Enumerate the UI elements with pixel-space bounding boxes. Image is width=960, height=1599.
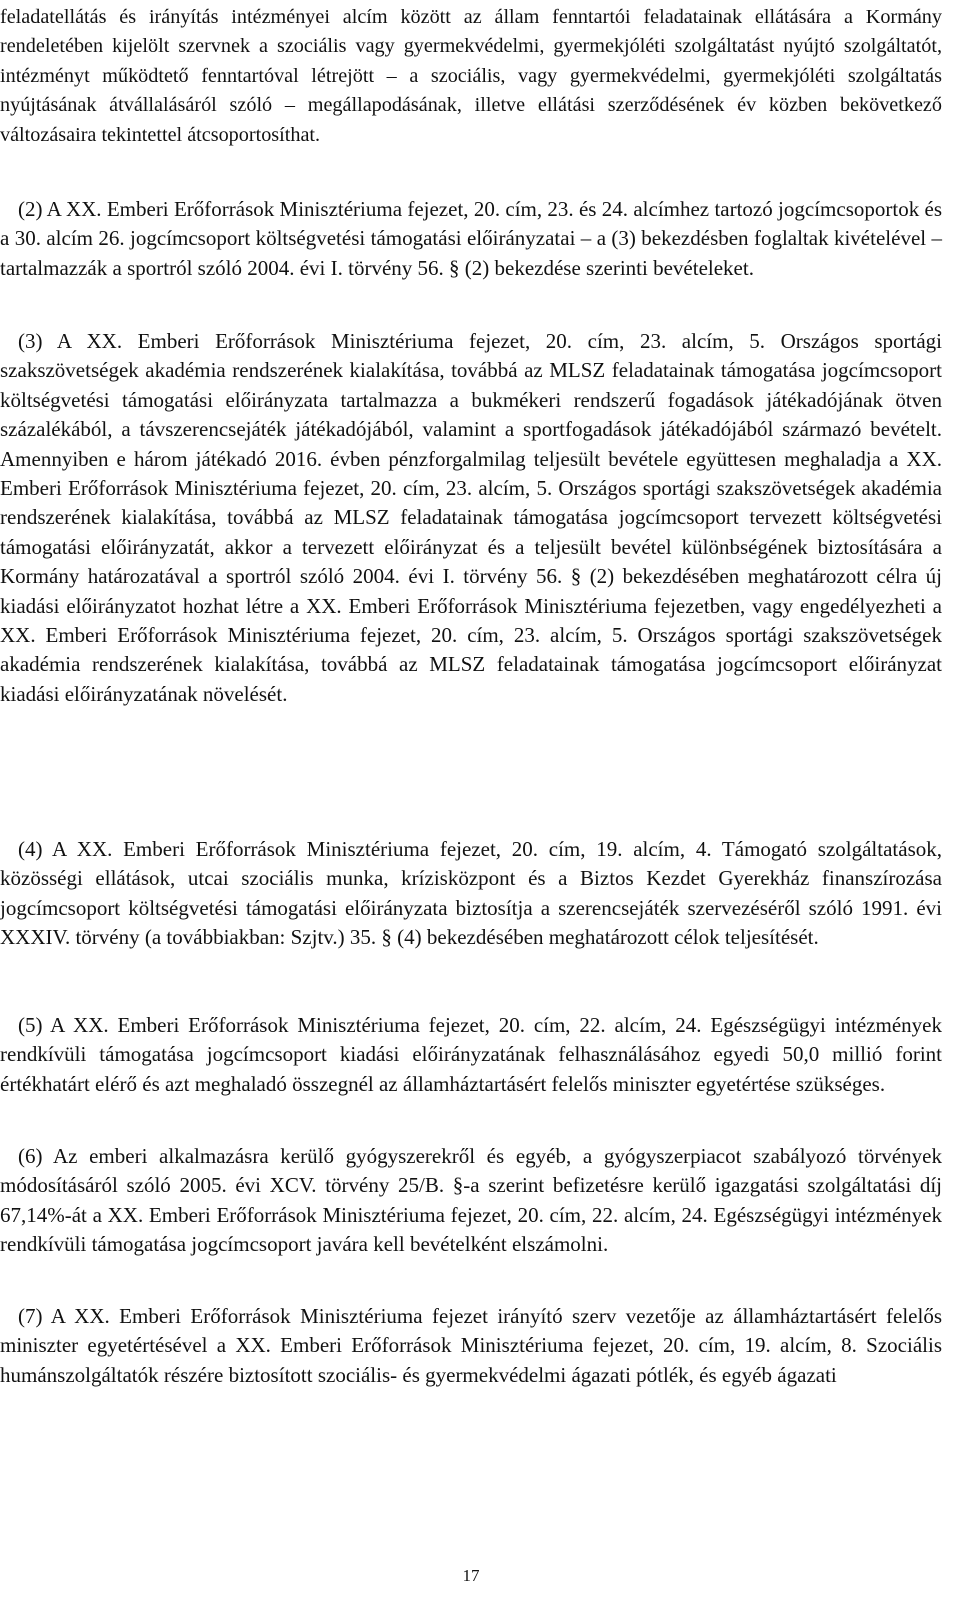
paragraph-6: (6) Az emberi alkalmazásra kerülő gyógyszerekről és egyéb, a gyógyszerpiacot szabályozó törvények módosításáról szóló 2005. évi XCV. törvény 25/B. §-a szerint befizetésre kerülő igazgatási szolgáltatási díj 67,14%-át a XX. Emberi Erőforrások Minisztériuma fejezet, 20. cím, 22. alcím, 24. Egészségügyi intézmények rendkívüli támogatása jogcímcsoport javára kell bevételként elszámolni. — [0, 1144, 942, 1257]
paragraph-5: (5) A XX. Emberi Erőforrások Minisztériuma fejezet, 20. cím, 22. alcím, 24. Egészségügyi intézmények rendkívüli támogatása jogcímcsoport kiadási előirányzatának felhasználásához egyedi 50,0 millió forint értékhatárt elérő és azt meghaladó összegnél az államháztartásért felelős miniszter egyetértése szükséges. — [0, 1013, 942, 1096]
paragraph-4: (4) A XX. Emberi Erőforrások Minisztériuma fejezet, 20. cím, 19. alcím, 4. Támogató szolgáltatások, közösségi ellátások, utcai szociális munka, krízisközpont és a Biztos Kezdet Gyerekház finanszírozása jogcímcsoport költségvetési támogatási előirányzata biztosítja a szerencsejáték szervezéséről szóló 1991. évi XXXIV. törvény (a továbbiakban: Szjtv.) 35. § (4) bekezdésében meghatározott célok teljesítését. — [0, 837, 942, 950]
paragraph-continuation: feladatellátás és irányítás intézményei alcím között az állam fenntartói feladatainak ellátására a Kormány rendeletében kijelölt szervnek a szociális vagy gyermekvédelmi, gyermekjóléti szolgáltatást nyújtó szolgáltatót, intézményt működtető fenntartóval létrejött – a szociális, vagy gyermekvédelmi, gyermekjóléti szolgáltatás nyújtásának átvállalásáról szóló – megállapodásának, illetve ellátási szerződésének év közben bekövetkező változásaira tekintettel átcsoportosíthat. — [0, 6, 942, 146]
paragraph-7: (7) A XX. Emberi Erőforrások Minisztériuma fejezet irányító szerv vezetője az államháztartásért felelős miniszter egyetértésével a XX. Emberi Erőforrások Minisztériuma fejezet, 20. cím, 19. alcím, 8. Szociális humánszolgáltatók részére biztosított szociális- és gyermekvédelmi ágazati pótlék, és egyéb ágazati — [0, 1304, 942, 1387]
paragraph-3: (3) A XX. Emberi Erőforrások Minisztériuma fejezet, 20. cím, 23. alcím, 5. Országos sportági szakszövetségek akadémia rendszerének kialakítása, továbbá az MLSZ feladatainak támogatása jogcímcsoport költségvetési támogatási előirányzata tartalmazza a bukmékeri rendszerű fogadások játékadójának ötven százalékából, a távszerencsejáték játékadójából, valamint a sportfogadások játékadójából származó bevételt. Amennyiben e három játékadó 2016. évben pénzforgalmilag teljesült bevétele együttesen meghaladja a XX. Emberi Erőforrások Minisztériuma fejezet, 20. cím, 23. alcím, 5. Országos sportági szakszövetségek akadémia rendszerének kialakítása, továbbá az MLSZ feladatainak támogatása jogcímcsoport tervezett költségvetési támogatási előirányzatát, akkor a tervezett előirányzat és a teljesült bevétel különbségének biztosítására a Kormány határozatával a sportról szóló 2004. évi I. törvény 56. § (2) bekezdésében meghatározott célra új kiadási előirányzatot hozhat létre a XX. Emberi Erőforrások Minisztériuma fejezetben, vagy engedélyezheti a XX. Emberi Erőforrások Minisztériuma fejezet, 20. cím, 23. alcím, 5. Országos sportági szakszövetségek akadémia rendszerének kialakítása, továbbá az MLSZ feladatainak támogatása jogcímcsoport előirányzat kiadási előirányzatának növelését. — [0, 329, 942, 706]
page-number: 17 — [462, 1566, 480, 1585]
paragraph-2: (2) A XX. Emberi Erőforrások Minisztériuma fejezet, 20. cím, 23. és 24. alcímhez tartozó jogcímcsoportok és a 30. alcím 26. jogcímcsoport költségvetési támogatási előirányzatai – a (3) bekezdésben foglaltak kivételével – tartalmazzák a sportról szóló 2004. évi I. törvény 56. § (2) bekezdése szerinti bevételeket. — [0, 197, 942, 280]
